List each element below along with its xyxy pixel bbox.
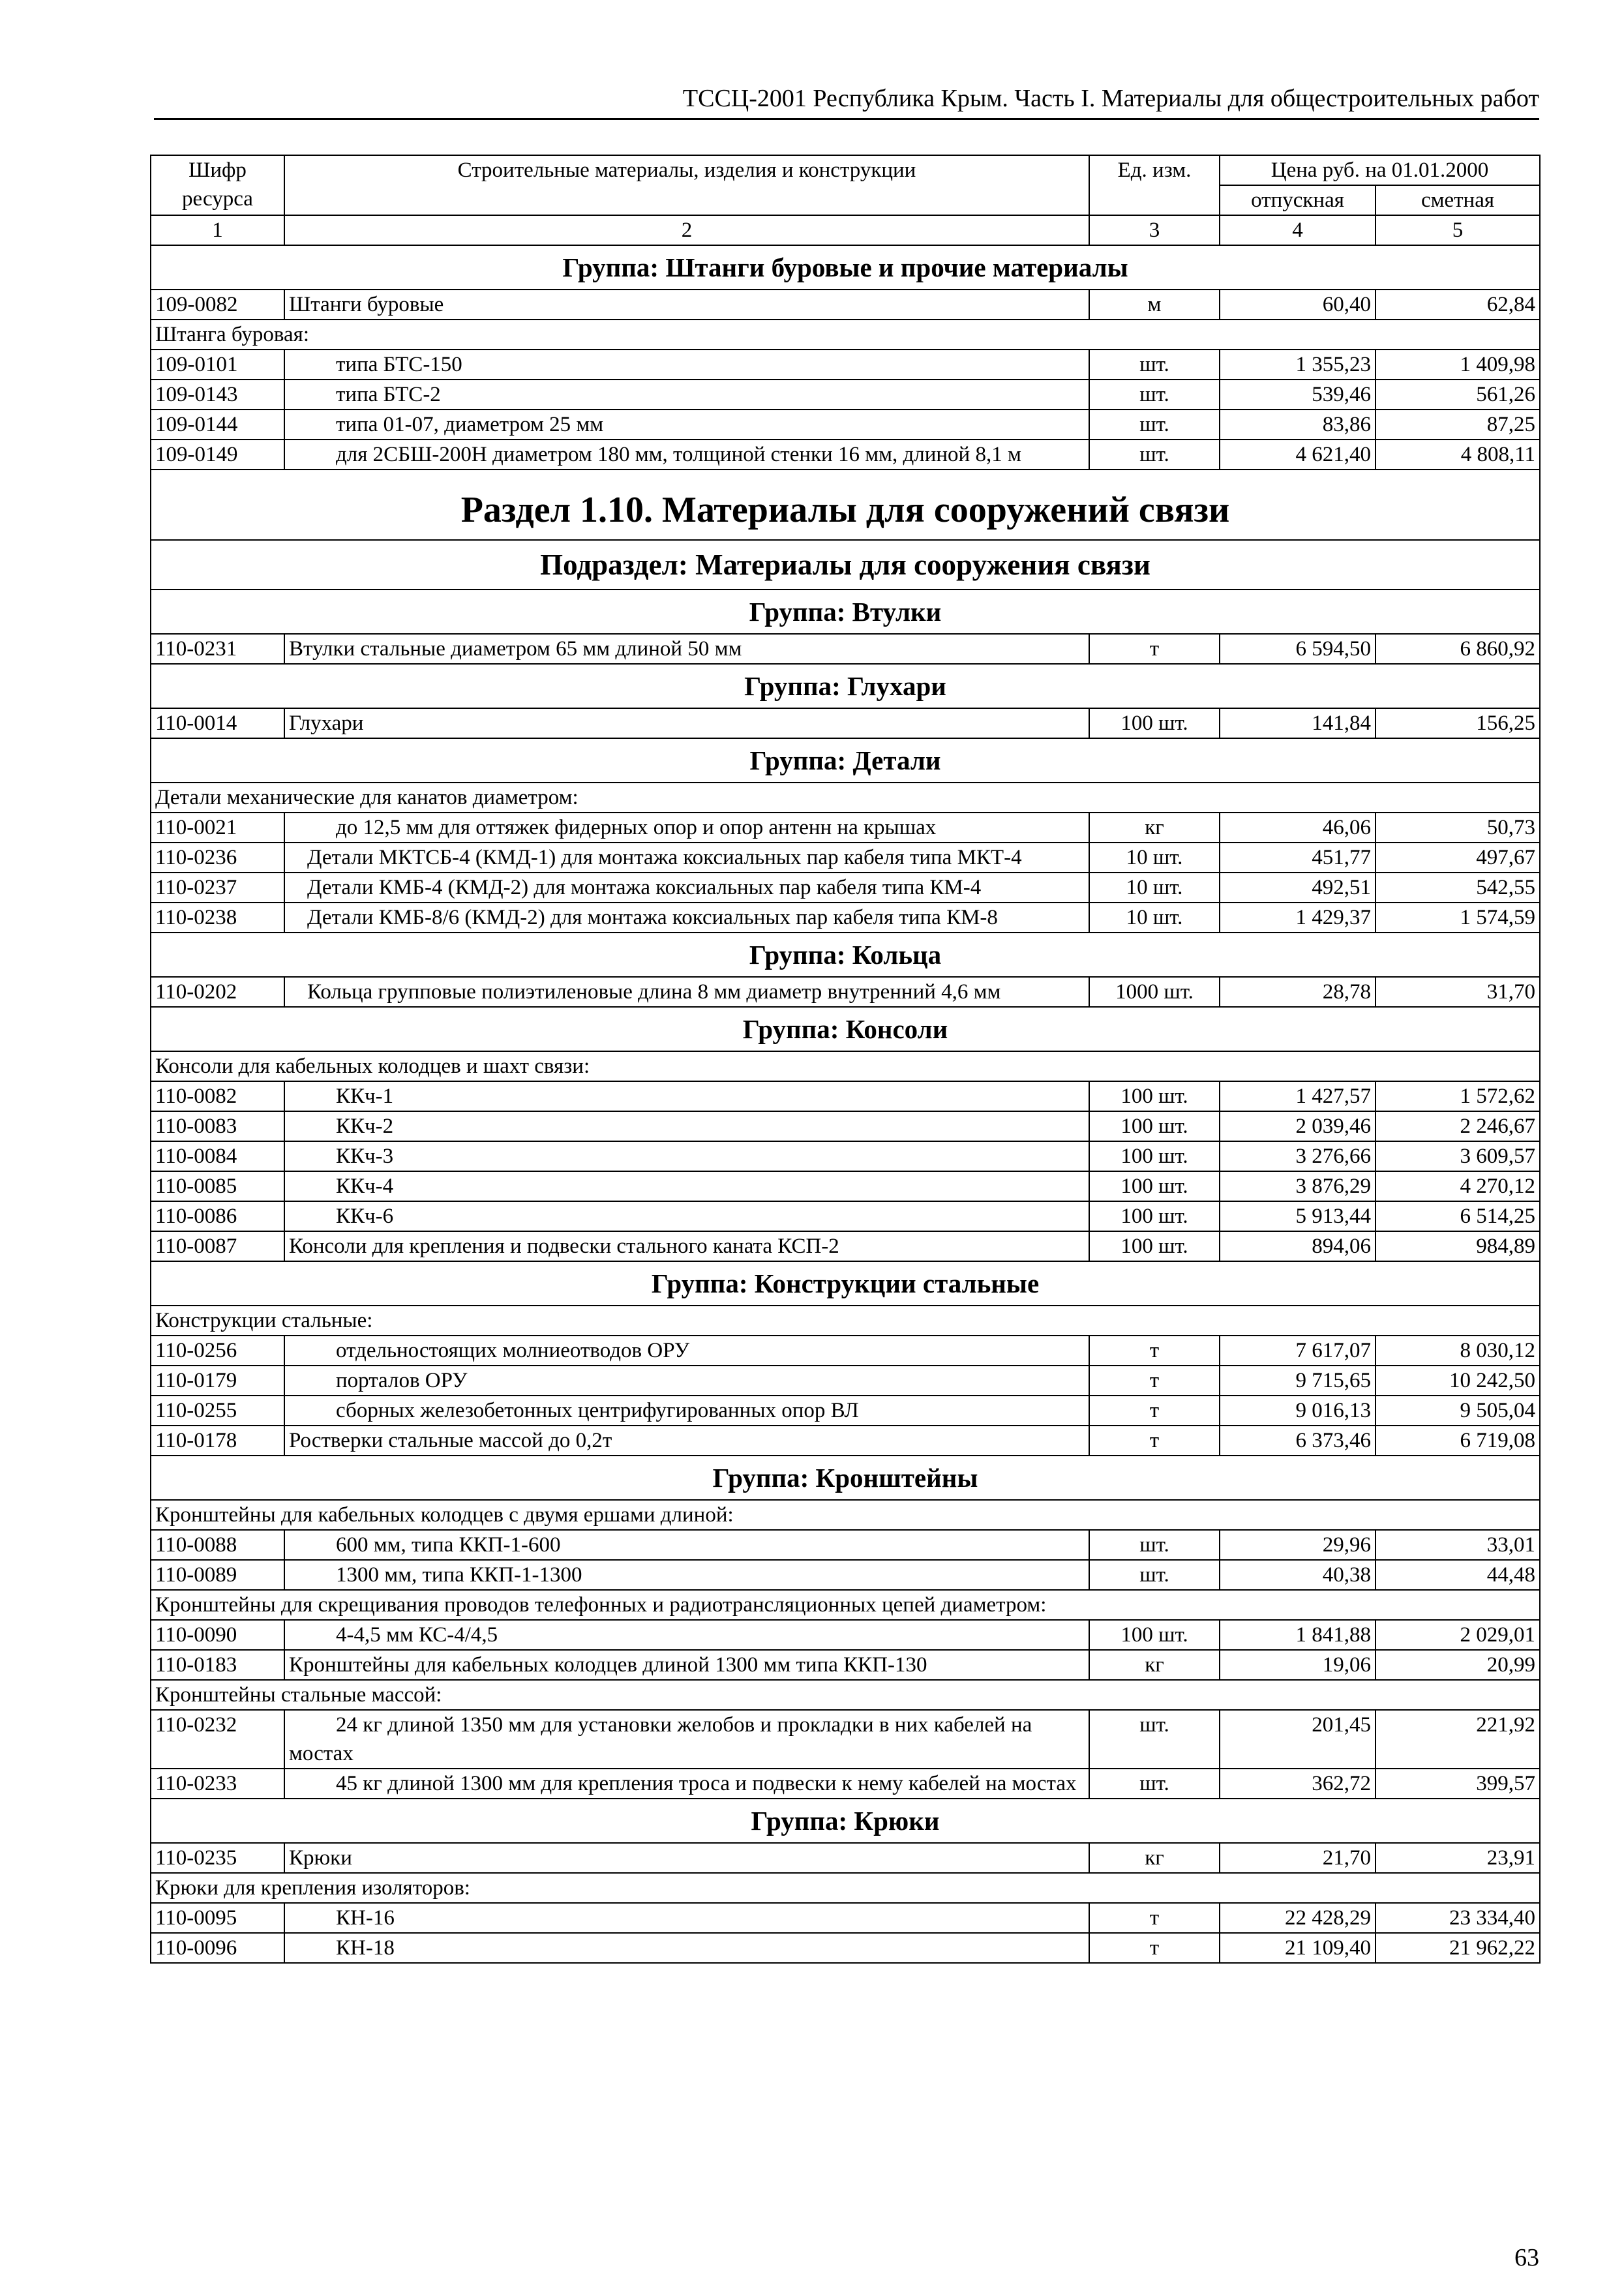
unit-cell: 10 шт. <box>1089 903 1220 933</box>
unit-cell: м <box>1089 290 1220 320</box>
col-header-name: Строительные материалы, изделия и конструкции <box>284 155 1089 215</box>
resource-code: 110-0021 <box>151 813 284 843</box>
estimate-price: 221,92 <box>1376 1710 1540 1769</box>
subgroup-label-row <box>151 1873 1540 1903</box>
subgroup-label: Кронштейны стальные массой: <box>151 1680 1540 1710</box>
release-price: 9 715,65 <box>1220 1366 1376 1396</box>
unit-cell: кг <box>1089 813 1220 843</box>
material-name: Кольца групповые полиэтиленовые длина 8 мм диаметр внутренний 4,6 мм <box>284 977 1089 1007</box>
material-name: Крюки <box>284 1843 1089 1873</box>
unit-cell: шт. <box>1089 410 1220 440</box>
material-name: ККч-4 <box>284 1171 1089 1201</box>
table-row <box>151 1231 1540 1261</box>
unit-cell: шт. <box>1089 1710 1220 1769</box>
table-row <box>151 1171 1540 1201</box>
release-price: 21 109,40 <box>1220 1933 1376 1963</box>
subgroup-label-row <box>151 1051 1540 1081</box>
resource-code: 110-0095 <box>151 1903 284 1933</box>
subgroup-label-row <box>151 1680 1540 1710</box>
material-name: Штанги буровые <box>284 290 1089 320</box>
release-price: 1 841,88 <box>1220 1620 1376 1650</box>
table-row <box>151 903 1540 933</box>
material-name: КН-18 <box>284 1933 1089 1963</box>
estimate-price: 31,70 <box>1376 977 1540 1007</box>
table-header-row <box>151 155 1540 185</box>
group-heading-row <box>151 245 1540 290</box>
resource-code: 110-0087 <box>151 1231 284 1261</box>
release-price: 3 876,29 <box>1220 1171 1376 1201</box>
release-price: 22 428,29 <box>1220 1903 1376 1933</box>
group-heading-row <box>151 1799 1540 1843</box>
release-price: 539,46 <box>1220 380 1376 410</box>
estimate-price: 9 505,04 <box>1376 1396 1540 1426</box>
col-number: 1 <box>151 215 284 245</box>
material-name: 4-4,5 мм КС-4/4,5 <box>284 1620 1089 1650</box>
material-name: ККч-6 <box>284 1201 1089 1231</box>
material-name: ККч-3 <box>284 1141 1089 1171</box>
release-price: 2 039,46 <box>1220 1111 1376 1141</box>
group-heading: Группа: Втулки <box>151 590 1540 634</box>
group-heading-row <box>151 738 1540 783</box>
release-price: 3 276,66 <box>1220 1141 1376 1171</box>
resource-code: 110-0255 <box>151 1396 284 1426</box>
table-row <box>151 1903 1540 1933</box>
group-heading: Группа: Кольца <box>151 933 1540 977</box>
material-name: 1300 мм, типа ККП-1-1300 <box>284 1560 1089 1590</box>
resource-code: 110-0235 <box>151 1843 284 1873</box>
group-heading-row <box>151 590 1540 634</box>
unit-cell: шт. <box>1089 440 1220 470</box>
col-header-release: отпускная <box>1220 185 1376 215</box>
price-table <box>150 155 1541 1964</box>
table-row <box>151 1933 1540 1963</box>
release-price: 5 913,44 <box>1220 1201 1376 1231</box>
subgroup-label-row <box>151 1500 1540 1530</box>
estimate-price: 6 860,92 <box>1376 634 1540 664</box>
resource-code: 110-0090 <box>151 1620 284 1650</box>
release-price: 492,51 <box>1220 873 1376 903</box>
estimate-price: 4 270,12 <box>1376 1171 1540 1201</box>
estimate-price: 6 514,25 <box>1376 1201 1540 1231</box>
estimate-price: 33,01 <box>1376 1530 1540 1560</box>
col-number: 5 <box>1376 215 1540 245</box>
table-row <box>151 1620 1540 1650</box>
unit-cell: кг <box>1089 1843 1220 1873</box>
resource-code: 110-0178 <box>151 1426 284 1456</box>
col-number: 3 <box>1089 215 1220 245</box>
resource-code: 110-0088 <box>151 1530 284 1560</box>
subgroup-label: Крюки для крепления изоляторов: <box>151 1873 1540 1903</box>
unit-cell: 100 шт. <box>1089 1171 1220 1201</box>
header-title: ТССЦ-2001 Республика Крым. Часть I. Материалы для общестроительных работ <box>682 85 1539 112</box>
release-price: 46,06 <box>1220 813 1376 843</box>
table-row <box>151 708 1540 738</box>
unit-cell: 10 шт. <box>1089 843 1220 873</box>
col-header-price: Цена руб. на 01.01.2000 <box>1220 155 1540 185</box>
resource-code: 109-0082 <box>151 290 284 320</box>
release-price: 1 355,23 <box>1220 350 1376 380</box>
resource-code: 110-0231 <box>151 634 284 664</box>
group-heading: Группа: Консоли <box>151 1007 1540 1051</box>
release-price: 19,06 <box>1220 1650 1376 1680</box>
release-price: 60,40 <box>1220 290 1376 320</box>
material-name: типа 01-07, диаметром 25 мм <box>284 410 1089 440</box>
subgroup-label-row <box>151 320 1540 350</box>
table-row <box>151 1396 1540 1426</box>
unit-cell: 100 шт. <box>1089 1231 1220 1261</box>
estimate-price: 156,25 <box>1376 708 1540 738</box>
section-heading-row <box>151 470 1540 540</box>
estimate-price: 2 246,67 <box>1376 1111 1540 1141</box>
material-name: Кронштейны для кабельных колодцев длиной 1300 мм типа ККП-130 <box>284 1650 1089 1680</box>
material-name: ККч-1 <box>284 1081 1089 1111</box>
resource-code: 110-0082 <box>151 1081 284 1111</box>
table-row <box>151 290 1540 320</box>
group-heading-row <box>151 1456 1540 1500</box>
release-price: 9 016,13 <box>1220 1396 1376 1426</box>
resource-code: 110-0085 <box>151 1171 284 1201</box>
table-row <box>151 634 1540 664</box>
col-number: 4 <box>1220 215 1376 245</box>
resource-code: 109-0143 <box>151 380 284 410</box>
unit-cell: шт. <box>1089 1769 1220 1799</box>
group-heading: Группа: Кронштейны <box>151 1456 1540 1500</box>
col-header-estimate: сметная <box>1376 185 1540 215</box>
subgroup-label: Кронштейны для кабельных колодцев с двумя ершами длиной: <box>151 1500 1540 1530</box>
resource-code: 110-0256 <box>151 1336 284 1366</box>
unit-cell: 100 шт. <box>1089 1081 1220 1111</box>
release-price: 451,77 <box>1220 843 1376 873</box>
unit-cell: шт. <box>1089 1560 1220 1590</box>
estimate-price: 62,84 <box>1376 290 1540 320</box>
subgroup-label: Кронштейны для скрещивания проводов телефонных и радиотрансляционных цепей диаметром: <box>151 1590 1540 1620</box>
group-heading-row <box>151 1007 1540 1051</box>
resource-code: 110-0236 <box>151 843 284 873</box>
material-name: Детали КМБ-4 (КМД-2) для монтажа коксиальных пар кабеля типа КМ-4 <box>284 873 1089 903</box>
material-name: 24 кг длиной 1350 мм для установки желобов и прокладки в них кабелей на мостах <box>284 1710 1089 1769</box>
resource-code: 110-0096 <box>151 1933 284 1963</box>
estimate-price: 399,57 <box>1376 1769 1540 1799</box>
table-row <box>151 1336 1540 1366</box>
page-header <box>154 78 1539 120</box>
column-numbers-row <box>151 215 1540 245</box>
release-price: 6 594,50 <box>1220 634 1376 664</box>
table-row <box>151 1111 1540 1141</box>
col-header-unit: Ед. изм. <box>1089 155 1220 215</box>
estimate-price: 984,89 <box>1376 1231 1540 1261</box>
resource-code: 110-0179 <box>151 1366 284 1396</box>
unit-cell: 100 шт. <box>1089 708 1220 738</box>
resource-code: 110-0183 <box>151 1650 284 1680</box>
group-heading: Группа: Глухари <box>151 664 1540 708</box>
release-price: 4 621,40 <box>1220 440 1376 470</box>
unit-cell: шт. <box>1089 380 1220 410</box>
subgroup-label-row <box>151 1590 1540 1620</box>
estimate-price: 2 029,01 <box>1376 1620 1540 1650</box>
page-number: 63 <box>1514 2244 1539 2271</box>
unit-cell: 100 шт. <box>1089 1141 1220 1171</box>
estimate-price: 44,48 <box>1376 1560 1540 1590</box>
table-row <box>151 1081 1540 1111</box>
estimate-price: 497,67 <box>1376 843 1540 873</box>
estimate-price: 20,99 <box>1376 1650 1540 1680</box>
group-heading: Группа: Крюки <box>151 1799 1540 1843</box>
table-row <box>151 1426 1540 1456</box>
material-name: до 12,5 мм для оттяжек фидерных опор и опор антенн на крышах <box>284 813 1089 843</box>
table-row <box>151 1141 1540 1171</box>
release-price: 29,96 <box>1220 1530 1376 1560</box>
table-row <box>151 350 1540 380</box>
release-price: 6 373,46 <box>1220 1426 1376 1456</box>
table-row <box>151 843 1540 873</box>
table-row <box>151 1650 1540 1680</box>
resource-code: 110-0233 <box>151 1769 284 1799</box>
material-name: для 2СБШ-200Н диаметром 180 мм, толщиной стенки 16 мм, длиной 8,1 м <box>284 440 1089 470</box>
subgroup-label: Детали механические для канатов диаметром: <box>151 783 1540 813</box>
unit-cell: кг <box>1089 1650 1220 1680</box>
subgroup-label: Консоли для кабельных колодцев и шахт связи: <box>151 1051 1540 1081</box>
release-price: 362,72 <box>1220 1769 1376 1799</box>
table-row <box>151 410 1540 440</box>
table-row <box>151 440 1540 470</box>
col-header-code: Шифр ресурса <box>151 155 284 215</box>
material-name: типа БТС-150 <box>284 350 1089 380</box>
resource-code: 110-0232 <box>151 1710 284 1769</box>
material-name: ККч-2 <box>284 1111 1089 1141</box>
table-row <box>151 1366 1540 1396</box>
material-name: Детали МКТСБ-4 (КМД-1) для монтажа коксиальных пар кабеля типа МКТ-4 <box>284 843 1089 873</box>
material-name: КН-16 <box>284 1903 1089 1933</box>
table-row <box>151 1843 1540 1873</box>
release-price: 894,06 <box>1220 1231 1376 1261</box>
unit-cell: шт. <box>1089 350 1220 380</box>
estimate-price: 21 962,22 <box>1376 1933 1540 1963</box>
unit-cell: т <box>1089 1933 1220 1963</box>
unit-cell: т <box>1089 634 1220 664</box>
resource-code: 110-0238 <box>151 903 284 933</box>
unit-cell: т <box>1089 1426 1220 1456</box>
subgroup-label: Конструкции стальные: <box>151 1306 1540 1336</box>
subgroup-label-row <box>151 1306 1540 1336</box>
estimate-price: 1 574,59 <box>1376 903 1540 933</box>
release-price: 40,38 <box>1220 1560 1376 1590</box>
unit-cell: 1000 шт. <box>1089 977 1220 1007</box>
resource-code: 110-0083 <box>151 1111 284 1141</box>
table-row <box>151 1560 1540 1590</box>
resource-code: 110-0202 <box>151 977 284 1007</box>
subgroup-label-row <box>151 783 1540 813</box>
estimate-price: 50,73 <box>1376 813 1540 843</box>
resource-code: 110-0014 <box>151 708 284 738</box>
material-name: 45 кг длиной 1300 мм для крепления троса и подвески к нему кабелей на мостах <box>284 1769 1089 1799</box>
estimate-price: 4 808,11 <box>1376 440 1540 470</box>
estimate-price: 87,25 <box>1376 410 1540 440</box>
table-row <box>151 1201 1540 1231</box>
col-number: 2 <box>284 215 1089 245</box>
estimate-price: 6 719,08 <box>1376 1426 1540 1456</box>
group-heading: Группа: Конструкции стальные <box>151 1261 1540 1306</box>
resource-code: 110-0089 <box>151 1560 284 1590</box>
release-price: 1 427,57 <box>1220 1081 1376 1111</box>
unit-cell: т <box>1089 1903 1220 1933</box>
material-name: Консоли для крепления и подвески стального каната КСП-2 <box>284 1231 1089 1261</box>
estimate-price: 1 409,98 <box>1376 350 1540 380</box>
subgroup-label: Штанга буровая: <box>151 320 1540 350</box>
unit-cell: шт. <box>1089 1530 1220 1560</box>
release-price: 21,70 <box>1220 1843 1376 1873</box>
subsection-heading: Подраздел: Материалы для сооружения связи <box>151 540 1540 590</box>
group-heading-row <box>151 1261 1540 1306</box>
group-heading-row <box>151 664 1540 708</box>
release-price: 141,84 <box>1220 708 1376 738</box>
material-name: Втулки стальные диаметром 65 мм длиной 50 мм <box>284 634 1089 664</box>
estimate-price: 23,91 <box>1376 1843 1540 1873</box>
resource-code: 109-0149 <box>151 440 284 470</box>
group-heading: Группа: Штанги буровые и прочие материалы <box>151 245 1540 290</box>
table-row <box>151 380 1540 410</box>
material-name: сборных железобетонных центрифугированных опор ВЛ <box>284 1396 1089 1426</box>
release-price: 83,86 <box>1220 410 1376 440</box>
material-name: Ростверки стальные массой до 0,2т <box>284 1426 1089 1456</box>
unit-cell: 100 шт. <box>1089 1620 1220 1650</box>
material-name: Глухари <box>284 708 1089 738</box>
release-price: 1 429,37 <box>1220 903 1376 933</box>
release-price: 28,78 <box>1220 977 1376 1007</box>
unit-cell: т <box>1089 1336 1220 1366</box>
material-name: отдельностоящих молниеотводов ОРУ <box>284 1336 1089 1366</box>
unit-cell: т <box>1089 1366 1220 1396</box>
resource-code: 110-0084 <box>151 1141 284 1171</box>
estimate-price: 23 334,40 <box>1376 1903 1540 1933</box>
group-heading: Группа: Детали <box>151 738 1540 783</box>
release-price: 201,45 <box>1220 1710 1376 1769</box>
unit-cell: 100 шт. <box>1089 1111 1220 1141</box>
table-body <box>151 155 1540 1963</box>
table-row <box>151 1769 1540 1799</box>
table-row <box>151 813 1540 843</box>
material-name: Детали КМБ-8/6 (КМД-2) для монтажа коксиальных пар кабеля типа КМ-8 <box>284 903 1089 933</box>
estimate-price: 8 030,12 <box>1376 1336 1540 1366</box>
table-row <box>151 873 1540 903</box>
group-heading-row <box>151 933 1540 977</box>
estimate-price: 542,55 <box>1376 873 1540 903</box>
estimate-price: 10 242,50 <box>1376 1366 1540 1396</box>
table-row <box>151 1530 1540 1560</box>
resource-code: 110-0086 <box>151 1201 284 1231</box>
table-row <box>151 977 1540 1007</box>
estimate-price: 3 609,57 <box>1376 1141 1540 1171</box>
unit-cell: 10 шт. <box>1089 873 1220 903</box>
subsection-heading-row <box>151 540 1540 590</box>
release-price: 7 617,07 <box>1220 1336 1376 1366</box>
resource-code: 109-0101 <box>151 350 284 380</box>
resource-code: 109-0144 <box>151 410 284 440</box>
material-name: порталов ОРУ <box>284 1366 1089 1396</box>
unit-cell: т <box>1089 1396 1220 1426</box>
material-name: типа БТС-2 <box>284 380 1089 410</box>
estimate-price: 1 572,62 <box>1376 1081 1540 1111</box>
material-name: 600 мм, типа ККП-1-600 <box>284 1530 1089 1560</box>
unit-cell: 100 шт. <box>1089 1201 1220 1231</box>
resource-code: 110-0237 <box>151 873 284 903</box>
section-heading: Раздел 1.10. Материалы для сооружений связи <box>151 470 1540 540</box>
table-row <box>151 1710 1540 1769</box>
estimate-price: 561,26 <box>1376 380 1540 410</box>
